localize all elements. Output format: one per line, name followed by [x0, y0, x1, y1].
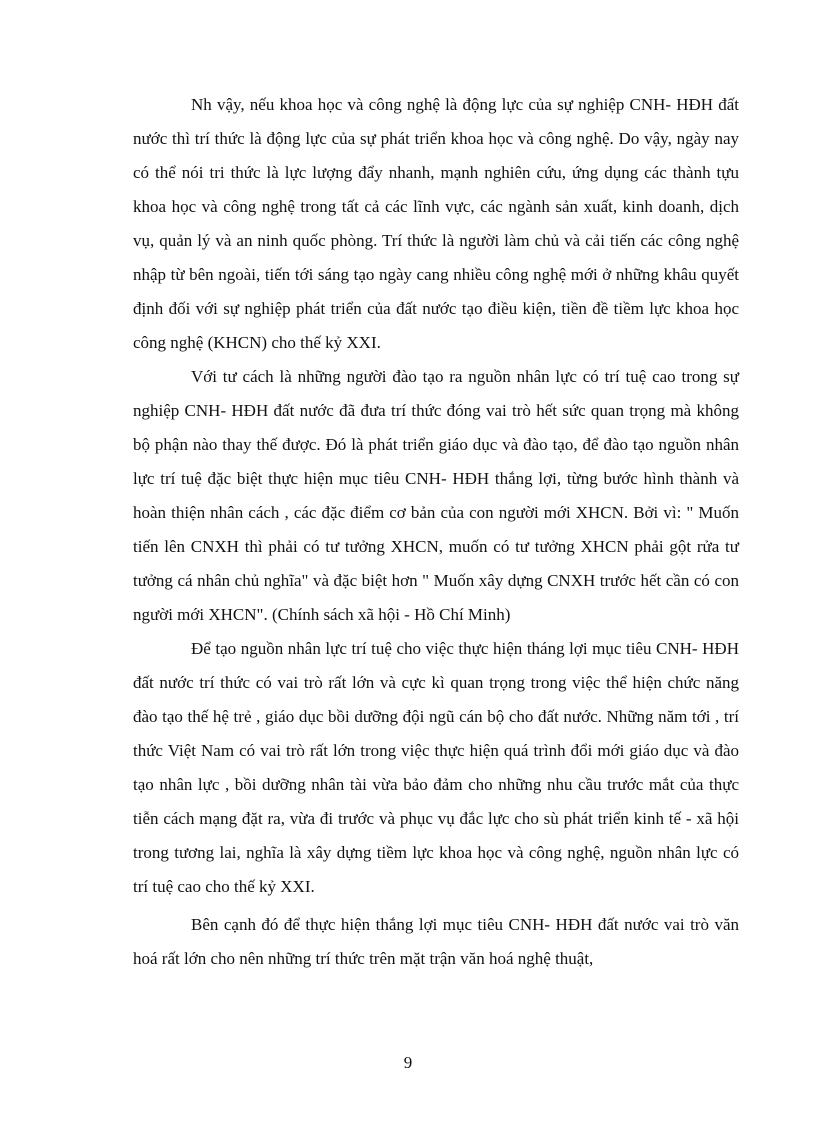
page-number: 9 [403, 1053, 413, 1072]
body-text [133, 88, 739, 976]
paragraph-1: Nh vậy, nếu khoa học và công nghệ là động lực của sự nghiệp CNH- HĐH đất nước thì trí thức là động lực của sự phát triển khoa học và công nghệ. Do vậy, ngày nay có thể nói tri thức là lực lượng đẩy nhanh, mạnh nghiên cứu, ứng dụng các thành tựu khoa học và công nghệ trong tất cả các lĩnh vực, các ngành sản xuất, kinh doanh, dịch vụ, quản lý và an ninh quốc phòng. Trí thức là người làm chủ và cải tiến các công nghệ nhập từ bên ngoài, tiến tới sáng tạo ngày cang nhiều công nghệ mới ở những khâu quyết định đối với sự nghiệp phát triển của đất nước tạo điều kiện, tiền đề tiềm lực khoa học công nghệ (KHCN) cho thế kỷ XXI. [133, 95, 739, 352]
paragraph-2: Với tư cách là những người đào tạo ra nguồn nhân lực có trí tuệ cao trong sự nghiệp CNH- HĐH đất nước đã đưa trí thức đóng vai trò hết sức quan trọng mà không bộ phận nào thay thế được. Đó là phát triển giáo dục và đào tạo, để đào tạo nguồn nhân lực trí tuệ đặc biệt thực hiện mục tiêu CNH- HĐH thắng lợi, từng bước hình thành và hoàn thiện nhân cách , các đặc điểm cơ bản của con người mới XHCN. Bởi vì: " Muốn tiến lên CNXH thì phải có tư tưởng XHCN, muốn có tư tưởng XHCN phải gột rửa tư tưởng cá nhân chủ nghĩa" và đặc biệt hơn " Muốn xây dựng CNXH trước hết cần có con người mới XHCN". (Chính sách xã hội - Hồ Chí Minh) [133, 367, 739, 624]
paragraph-3: Để tạo nguồn nhân lực trí tuệ cho việc thực hiện tháng lợi mục tiêu CNH- HĐH đất nước trí thức có vai trò rất lớn và cực kì quan trọng trong việc thể hiện chức năng đào tạo thế hệ trẻ , giáo dục bồi dưỡng đội ngũ cán bộ cho đất nước. Những năm tới , trí thức Việt Nam có vai trò rất lớn trong việc thực hiện quá trình đổi mới giáo dục và đào tạo nhân lực , bồi dưỡng nhân tài vừa bảo đảm cho những nhu cầu trước mắt của thực tiễn cách mạng đặt ra, vừa đi trước và phục vụ đắc lực cho sù phát triển kinh tế - xã hội trong tương lai, nghĩa là xây dựng tiềm lực khoa học và công nghệ, nguồn nhân lực có trí tuệ cao cho thế kỷ XXI. [133, 639, 739, 896]
paragraph-4: Bên cạnh đó để thực hiện thắng lợi mục tiêu CNH- HĐH đất nước vai trò văn hoá rất lớn cho nên những trí thức trên mặt trận văn hoá nghệ thuật, [133, 915, 739, 968]
